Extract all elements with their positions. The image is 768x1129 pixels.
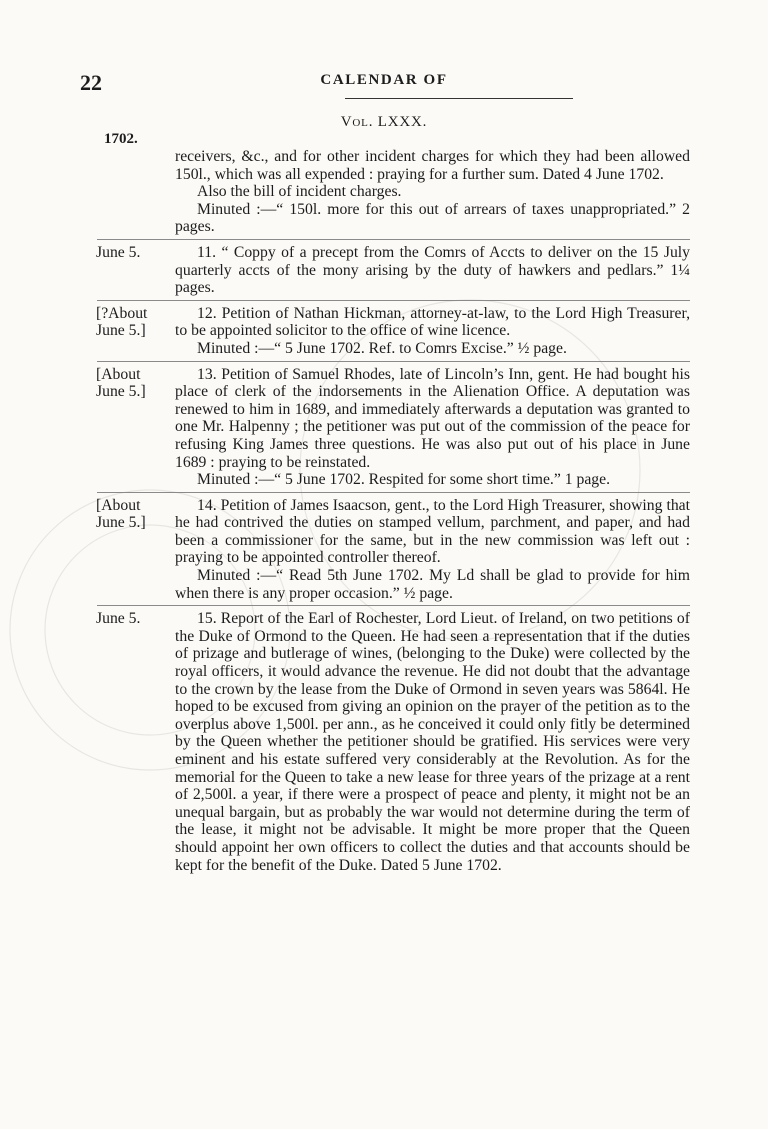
header-rule — [345, 98, 573, 99]
entry-date-margin: June 5. — [96, 610, 141, 628]
entry-text: 12. Petition of Nathan Hickman, attorney-at-law, to the Lord High Treasurer, to be appointed solicitor to the office of wine licence. — [175, 304, 690, 340]
entry-date-margin: [About June 5.] — [96, 365, 146, 401]
calendar-entry — [175, 148, 690, 236]
entry-date-margin: [About June 5.] — [96, 496, 146, 532]
entry-divider — [97, 300, 690, 301]
entry-text: 14. Petition of James Isaacson, gent., to the Lord High Treasurer, showing that he had contrived the duties on stamped vellum, parchment, and paper, and had been a commissioner for the same, but in the new commission was left out : praying to be appointed controller thereof. — [175, 496, 690, 567]
calendar-entry — [96, 304, 690, 358]
entry-divider — [97, 239, 690, 240]
entry-minute: Minuted :—“ 150l. more for this out of arrears of taxes unappropriated.” 2 pages. — [175, 200, 690, 236]
volume-heading: Vol. LXXX. — [340, 114, 428, 130]
entry-minute: Minuted :—“ Read 5th June 1702. My Ld shall be glad to provide for him when there is any proper occasion.” ½ page. — [175, 567, 690, 602]
entry-date-margin: June 5. — [96, 243, 141, 261]
entry-text: 13. Petition of Samuel Rhodes, late of Lincoln’s Inn, gent. He had bought his place of clerk of the indorsements in the Alienation Office. A deputation was renewed to him in 1689, and immediately afterwards a deputation was granted to one Mr. Halpenny ; the petitioner was put out of the commission of the peace for refusing King James three questions. He was also put out of his place in June 1689 : praying to be reinstated. — [175, 365, 690, 471]
entry-minute: Minuted :—“ 5 June 1702. Ref. to Comrs Excise.” ½ page. — [197, 339, 567, 357]
entry-minute: Minuted :—“ 5 June 1702. Respited for some short time.” 1 page. — [197, 471, 611, 489]
calendar-entry — [96, 243, 690, 297]
year-marginal-note: 1702. — [104, 131, 138, 147]
entry-divider — [97, 605, 690, 606]
calendar-entry — [96, 365, 690, 489]
entry-text: 11. “ Coppy of a precept from the Comrs of Accts to deliver on the 15 July quarterly accts of the mony arising by the duty of hawkers and pedlars.” 1¼ pages. — [175, 243, 690, 297]
entry-divider — [97, 492, 690, 493]
entry-date-margin: [?About June 5.] — [96, 304, 148, 340]
entry-text: receivers, &c., and for other incident charges for which they had been allowed 150l., which was all expended : praying for a further sum. Dated 4 June 1702. — [175, 148, 690, 183]
calendar-body — [96, 148, 690, 874]
entry-divider — [97, 361, 690, 362]
entry-text: Also the bill of incident charges. — [197, 183, 402, 201]
calendar-entry — [96, 496, 690, 603]
entry-text: 15. Report of the Earl of Rochester, Lord Lieut. of Ireland, on two petitions of the Duke of Ormond to the Queen. He had seen a representation that if the duties of prizage and butlerage of wines, (belonging to the Duke) were collected by the royal officers, it would advance the revenue. He did not doubt that the advantage to the crown by the lease from the Duke of Ormond in seven years was 5864l. He hoped to be excused from giving an opinion on the prayer of the petition as to the overplus above 1,500l. per ann., as he conceived it could only fitly be determined by the Queen whether the petitioner should be gratified. His services were very eminent and his estate suffered very considerably at the Revolution. As for the memorial for the Queen to take a new lease for three years of the prizage at a rent of 2,500l. a year, if there were a prospect of peace and plenty, it might not be an unequal bargain, but as probably the war would not determine during the term of the lease, it might not be advisable. It might be more proper that the Queen should appoint her own officers to collect the duties and that accounts should be kept for the benefit of the Duke. Dated 5 June 1702. — [175, 610, 690, 874]
calendar-entry — [96, 610, 690, 874]
running-title: CALENDAR OF — [320, 72, 448, 88]
page-number: 22 — [80, 70, 102, 95]
